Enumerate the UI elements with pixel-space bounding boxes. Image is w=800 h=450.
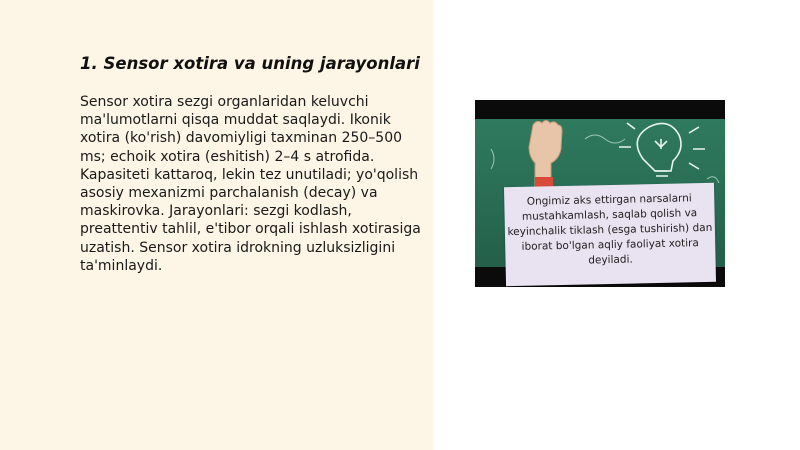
slide-body-text: Sensor xotira sezgi organlaridan keluvchi ma'lumotlarni qisqa muddat saqlaydi. Ikonik xotira (ko'rish) davomiyligi taxminan 250–500 ms; echoik xotira (eshitish) 2–4 s atrofida. Kapasiteti kattaroq, lekin tez unutiladi; yo'qolish asosiy mexanizmi parchalanish (decay) va maskirovka. Jarayonlari: sezgi kodlash, preattentiv tahlil, e'tibor orqali ishlash xotirasiga uzatish. Sensor xotira idrokning uzluksizligini ta'minlaydi.: [80, 94, 421, 274]
chalkboard-background: [475, 119, 725, 267]
slide-title: 1. Sensor xotira va uning jarayonlari: [80, 54, 420, 73]
memory-definition-caption: Ongimiz aks ettirgan narsalarni mustahkamlash, saqlab qolish va keyinchalik tiklash (esga tushirish) dan iborat bo'lgan aqliy faoliyat xotira deyiladi.: [507, 192, 713, 267]
memory-illustration: [475, 100, 725, 287]
lightbulb-icon: [619, 123, 705, 176]
caption-card: [504, 183, 716, 286]
chalk-doodles: [491, 135, 719, 183]
